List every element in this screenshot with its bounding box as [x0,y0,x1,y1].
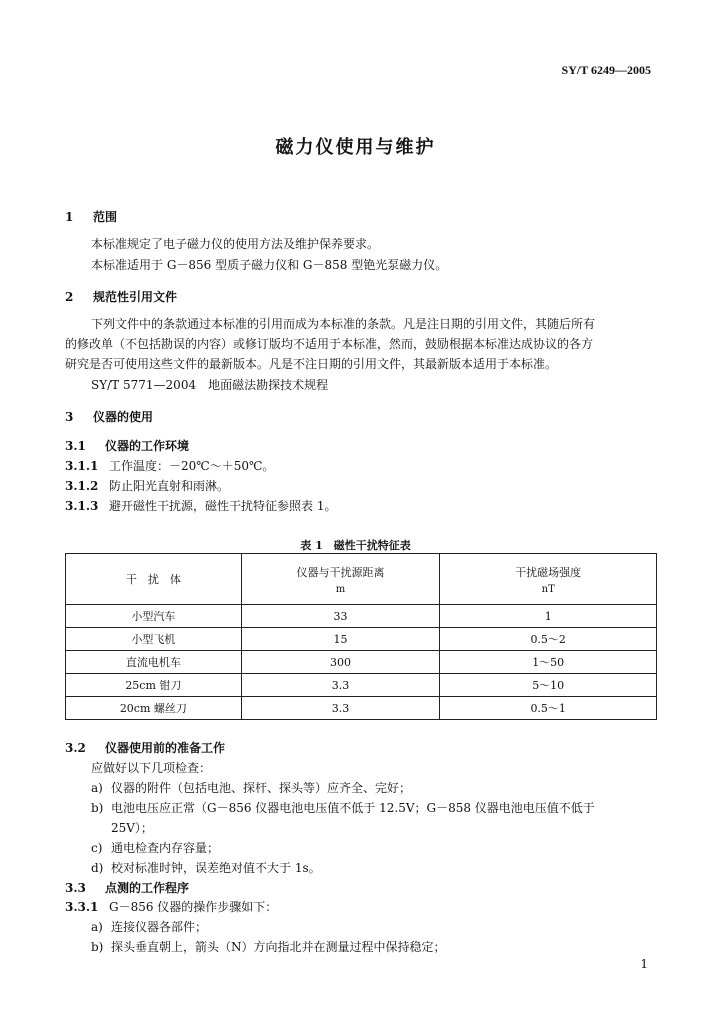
list-text: 25V）； [111,821,153,835]
column-header: 干 扰 体 [66,554,242,605]
section-title: 仪器的使用 [93,410,154,424]
section-number: 3.3 [65,881,86,895]
table-row [66,674,657,697]
section-title: 仪器的工作环境 [105,439,190,453]
table-cell: 直流电机车 [66,651,242,674]
section-2-heading [65,288,177,305]
table-cell: 5～10 [440,674,657,697]
table-caption: 表 1 磁性干扰特征表 [300,539,411,552]
section-title: 范围 [93,210,118,224]
clause-text: 工作温度：－20℃～＋50℃。 [109,459,275,473]
list-item [91,838,219,858]
table-cell: 小型汽车 [66,605,242,628]
page-number: 1 [640,957,648,971]
section-number: 3 [65,410,74,424]
clause-3-1-1 [65,456,274,476]
section-number: 3.2 [65,741,86,755]
paragraph-line: 的修改单（不包括勘误的内容）或修订版均不适用于本标准，然而，鼓励根据本标准达成协议的各方 [65,337,594,351]
column-header: 仪器与干扰源距离 m [241,554,440,605]
clause-3-1-2 [65,476,229,496]
clause-number: 3.1.1 [65,459,99,473]
list-item-continued [91,818,153,838]
list-text: 仪器的附件（包括电池、探杆、探头等）应齐全、完好； [111,781,412,795]
subsection-3-3-heading [65,879,189,896]
table-cell: 0.5～2 [440,628,657,651]
clause-text: 防止阳光直射和雨淋。 [109,479,230,493]
paragraph: 本标准适用于 G－856 型质子磁力仪和 G－858 型铯光泵磁力仪。 [91,258,448,272]
subsection-3-1-heading [65,437,189,454]
section-3-heading [65,408,153,425]
clause-3-1-3 [65,496,336,516]
table-header-row [66,554,657,605]
column-unit: nT [541,583,555,595]
clause-text: G－856 仪器的操作步骤如下： [109,900,278,914]
column-unit: m [335,583,346,595]
page-title: 磁力仪使用与维护 [275,137,436,158]
list-text: 探头垂直朝上，箭头（N）方向指北并在测量过程中保持稳定； [111,940,446,954]
normative-reference: SY/T 5771—2004 地面磁法勘探技术规程 [91,378,329,392]
clause-number: 3.1.2 [65,479,99,493]
list-text: 电池电压应正常（G－856 仪器电池电压值不低于 12.5V；G－858 仪器电池电压值不低于 [111,801,595,815]
section-title: 仪器使用前的准备工作 [105,741,226,755]
section-number: 1 [65,210,74,224]
table-cell: 1～50 [440,651,657,674]
table-cell: 25cm 钳刀 [66,674,242,697]
list-marker: a) [91,920,103,934]
table-cell: 300 [241,651,440,674]
list-marker: d) [91,861,104,875]
list-marker: a) [91,781,103,795]
table-cell: 33 [241,605,440,628]
clause-3-3-1 [65,897,277,917]
table-cell: 1 [440,605,657,628]
subsection-3-2-heading [65,739,225,756]
table-row [66,651,657,674]
clause-number: 3.3.1 [65,900,99,914]
list-marker: c) [91,841,103,855]
table-row [66,605,657,628]
list-item [91,917,207,937]
paragraph: 应做好以下几项检查： [91,761,212,775]
table-row [66,628,657,651]
table-cell: 20cm 螺丝刀 [66,697,242,720]
list-marker: b) [91,801,104,815]
list-item [91,798,595,818]
table-row [66,697,657,720]
table-cell: 3.3 [241,674,440,697]
section-1-heading [65,208,117,225]
section-number: 3.1 [65,439,86,453]
paragraph-line: 下列文件中的条款通过本标准的引用而成为本标准的条款。凡是注日期的引用文件，其随后所有 [91,317,596,331]
list-item [91,778,411,798]
interference-table [65,553,657,720]
column-header: 干扰磁场强度 nT [440,554,657,605]
list-item [91,858,321,878]
section-title: 规范性引用文件 [93,290,178,304]
section-title: 点测的工作程序 [105,881,190,895]
list-text: 校对标准时钟，误差绝对值不大于 1s。 [111,861,321,875]
table-cell: 0.5～1 [440,697,657,720]
list-marker: b) [91,940,104,954]
list-item [91,937,446,957]
list-text: 通电检查内存容量； [111,841,220,855]
paragraph-line: 研究是否可使用这些文件的最新版本。凡是不注日期的引用文件，其最新版本适用于本标准。 [65,357,558,371]
section-number: 2 [65,290,74,304]
paragraph: 本标准规定了电子磁力仪的使用方法及维护保养要求。 [91,237,380,251]
list-text: 连接仪器各部件； [111,920,208,934]
table-cell: 15 [241,628,440,651]
clause-text: 避开磁性干扰源，磁性干扰特征参照表 1。 [109,499,337,513]
document-code: SY/T 6249—2005 [561,63,651,77]
clause-number: 3.1.3 [65,499,99,513]
table-cell: 3.3 [241,697,440,720]
table-cell: 小型飞机 [66,628,242,651]
